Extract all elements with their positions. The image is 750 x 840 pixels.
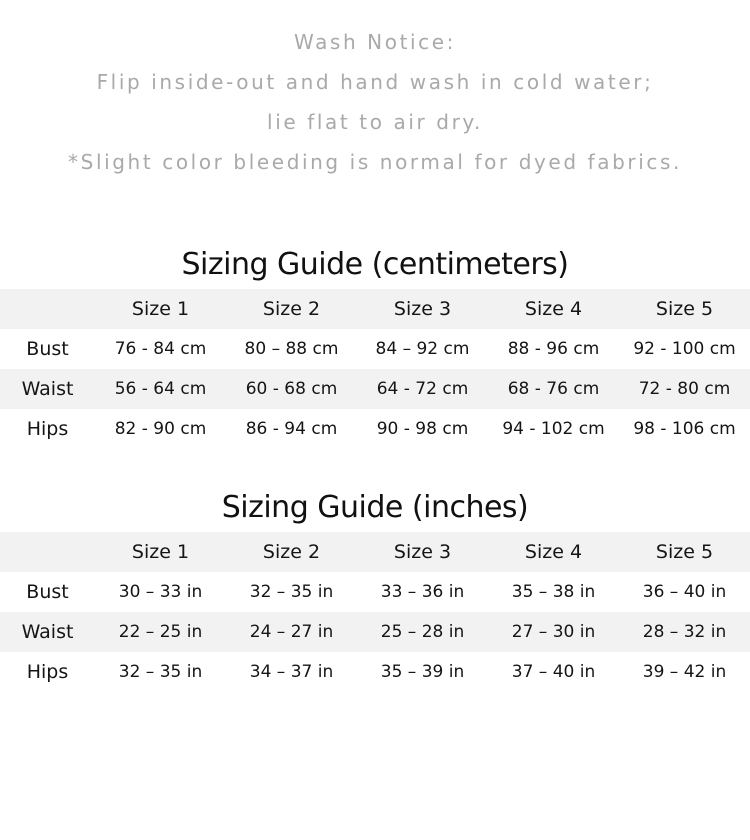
sizing-table-cm	[0, 289, 750, 449]
header-cell: Size 5	[655, 541, 714, 563]
table-cell: 28 – 32 in	[642, 622, 727, 642]
table-cell: 35 – 39 in	[380, 662, 465, 682]
table-cell: 34 – 37 in	[249, 662, 334, 682]
sizing-guide-inches-title: Sizing Guide (inches)	[221, 490, 529, 525]
wash-notice-title: Wash Notice:	[293, 30, 457, 54]
header-cell: Size 5	[655, 298, 714, 320]
table-cell: 32 – 35 in	[249, 582, 334, 602]
sizing-guide-inches	[0, 484, 750, 692]
table-row	[0, 329, 750, 369]
header-cell: Size 3	[393, 541, 452, 563]
table-cell: 56 - 64 cm	[114, 379, 207, 399]
header-cell: Size 1	[131, 298, 190, 320]
table-cell: 24 – 27 in	[249, 622, 334, 642]
table-cell: 22 – 25 in	[118, 622, 203, 642]
table-row	[0, 612, 750, 652]
table-cell: 25 – 28 in	[380, 622, 465, 642]
table-header-row	[0, 532, 750, 572]
header-cell	[0, 532, 95, 572]
wash-notice-line-1: Flip inside-out and hand wash in cold water;	[96, 70, 654, 94]
table-cell: 64 - 72 cm	[376, 379, 469, 399]
table-cell: 39 – 42 in	[642, 662, 727, 682]
row-label: Hips	[26, 661, 69, 683]
sizing-table-inches	[0, 532, 750, 692]
sizing-guide-cm-title: Sizing Guide (centimeters)	[181, 247, 569, 282]
table-cell: 68 - 76 cm	[507, 379, 600, 399]
table-row	[0, 652, 750, 692]
row-label: Waist	[21, 378, 74, 400]
table-cell: 76 - 84 cm	[114, 339, 207, 359]
table-cell: 37 – 40 in	[511, 662, 596, 682]
table-row	[0, 572, 750, 612]
table-cell: 82 - 90 cm	[114, 419, 207, 439]
header-cell: Size 2	[262, 298, 321, 320]
header-cell: Size 4	[524, 541, 583, 563]
table-cell: 94 - 102 cm	[502, 419, 605, 439]
table-cell: 32 – 35 in	[118, 662, 203, 682]
row-label: Hips	[26, 418, 69, 440]
row-label: Bust	[26, 581, 69, 603]
table-cell: 92 - 100 cm	[633, 339, 736, 359]
sizing-guide-cm	[0, 241, 750, 449]
table-cell: 90 - 98 cm	[376, 419, 469, 439]
table-cell: 98 - 106 cm	[633, 419, 736, 439]
header-cell: Size 4	[524, 298, 583, 320]
header-cell	[0, 289, 95, 329]
wash-notice-line-2: lie flat to air dry.	[267, 110, 483, 134]
row-label: Bust	[26, 338, 69, 360]
table-cell: 35 – 38 in	[511, 582, 596, 602]
table-cell: 72 - 80 cm	[638, 379, 731, 399]
table-cell: 84 – 92 cm	[375, 339, 470, 359]
table-cell: 60 - 68 cm	[245, 379, 338, 399]
header-cell: Size 3	[393, 298, 452, 320]
table-cell: 80 – 88 cm	[244, 339, 339, 359]
table-row	[0, 409, 750, 449]
wash-notice	[0, 22, 750, 182]
table-cell: 30 – 33 in	[118, 582, 203, 602]
wash-notice-line-3: *Slight color bleeding is normal for dyed fabrics.	[68, 150, 682, 174]
table-cell: 36 – 40 in	[642, 582, 727, 602]
table-cell: 88 - 96 cm	[507, 339, 600, 359]
table-row	[0, 369, 750, 409]
table-header-row	[0, 289, 750, 329]
row-label: Waist	[21, 621, 74, 643]
table-cell: 86 - 94 cm	[245, 419, 338, 439]
header-cell: Size 1	[131, 541, 190, 563]
table-cell: 27 – 30 in	[511, 622, 596, 642]
table-cell: 33 – 36 in	[380, 582, 465, 602]
header-cell: Size 2	[262, 541, 321, 563]
